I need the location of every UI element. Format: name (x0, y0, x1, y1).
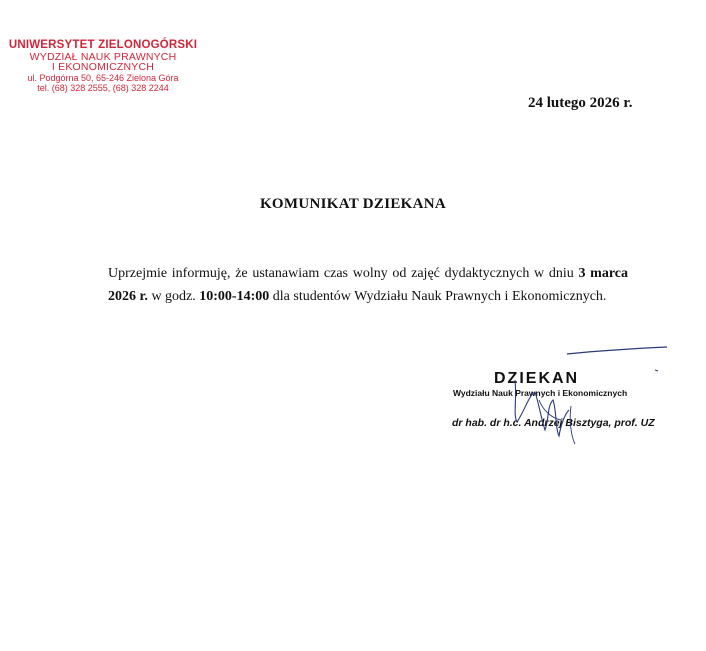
letterhead (8, 40, 198, 93)
letterhead-faculty-line1: WYDZIAŁ NAUK PRAWNYCH (29, 50, 177, 63)
dean-name: dr hab. dr h.c. Andrzej Bisztyga, prof. UZ (452, 417, 655, 429)
letterhead-faculty-line2: I EKONOMICZNYCH (51, 61, 155, 73)
document-date: 24 lutego 2026 r. (528, 95, 633, 111)
body-part2: w godz. (147, 289, 200, 304)
body-hours: 10:00-14:00 (199, 289, 270, 304)
body-part3: dla studentów Wydziału Nauk Prawnych i Ekonomicznych. (269, 289, 607, 304)
letterhead-address: ul. Podgórna 50, 65-246 Zielona Góra (27, 72, 179, 83)
body-date: 3 marca 2026 r. (108, 266, 628, 304)
dean-title: DZIEKAN (494, 370, 580, 387)
letterhead-phone: tel. (68) 328 2555, (68) 328 2244 (37, 82, 169, 93)
handwritten-signature (495, 340, 695, 460)
document-title: KOMUNIKAT DZIEKANA (259, 196, 447, 212)
letterhead-university: UNIWERSYTET ZIELONOGÓRSKI (8, 39, 198, 51)
body-part1: Uprzejmie informuję, że ustanawiam czas wolny od zajęć dydaktycznych w dniu (108, 266, 579, 281)
announcement-body (108, 262, 628, 308)
dean-faculty: Wydziału Nauk Prawnych i Ekonomicznych (453, 388, 628, 398)
